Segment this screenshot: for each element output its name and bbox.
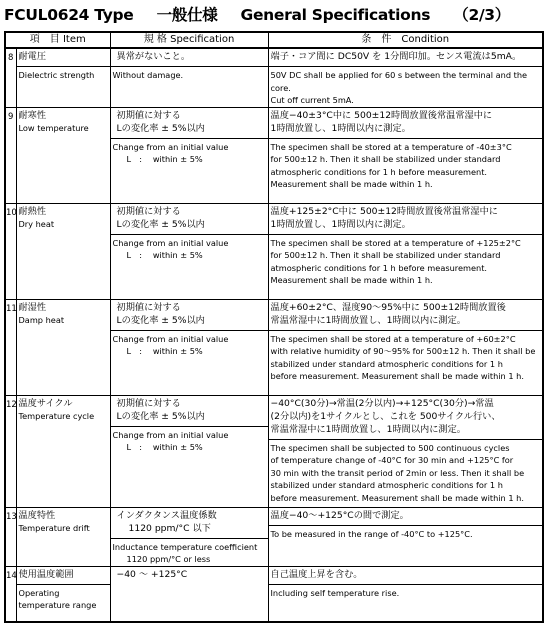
spec-en-line: Inductance temperature coefficient: [112, 541, 258, 552]
cond-en-line: The specimen shall be stored at a temperature of +60±2°C: [270, 333, 516, 344]
spec-table: [4, 31, 544, 623]
cond-en-line: atmospheric conditions for 1 h before measurement.: [270, 262, 488, 273]
item-ja: 耐電圧: [18, 51, 47, 62]
cond-en-line: stabilized under standard atmospheric conditions for 1 h: [270, 358, 503, 369]
item-cell: [16, 395, 110, 507]
cond-en-line: 30 min with the transit period of 2min or less. Then it shall be: [270, 467, 525, 478]
cond-divider: [269, 66, 543, 67]
spec-cell: [110, 203, 268, 299]
item-ja: 耐湿性: [18, 301, 47, 313]
cond-en-line: atmospheric conditions for 1 h before measurement.: [270, 166, 488, 177]
spec-cell: [110, 48, 268, 107]
spec-en-line: 1120 ppm/°C or less: [126, 554, 211, 564]
cond-ja-line: −40°C(30分)→常温(2分以内)→+125°C(30分)→常温: [270, 397, 494, 409]
cond-divider: [269, 584, 543, 585]
item-divider: [17, 66, 110, 67]
item-en: Dielectric strength: [18, 70, 95, 80]
header-item: 項 目 Item: [5, 32, 110, 48]
item-cell: [16, 107, 110, 203]
cond-en-line: before measurement. Measurement shall be made within 1 h.: [270, 492, 524, 503]
cond-en-line: with relative humidity of 90〜95% for 500±12 h. Then it shall be: [270, 346, 536, 356]
spec-cell: [110, 107, 268, 203]
cond-en-line: of temperature change of -40°C for 30 min and +125°C for: [270, 455, 514, 465]
cond-cell: [268, 107, 543, 203]
item-en: Damp heat: [18, 314, 65, 325]
row-number: 9: [5, 107, 16, 203]
spec-en-line: Change from an initial value: [112, 141, 229, 152]
spec-divider: [111, 538, 268, 539]
page-indicator: （2/3）: [453, 6, 510, 24]
spec-divider: [111, 66, 268, 67]
spec-divider: [111, 234, 268, 235]
table-row: [5, 507, 543, 566]
header-spec: 規 格 Specification: [110, 32, 268, 48]
title-en: General Specifications: [240, 6, 431, 24]
item-en: Low temperature: [18, 122, 89, 133]
cond-cell: [268, 203, 543, 299]
cond-en-line: The specimen shall be subjected to 500 continuous cycles: [270, 442, 510, 453]
item-ja: 温度特性: [18, 509, 56, 521]
spec-en-line: Without damage.: [112, 70, 184, 80]
table-row: [5, 48, 543, 107]
spec-divider: [111, 330, 268, 331]
cond-en-line: before measurement. Measurement shall be made within 1 h.: [270, 371, 524, 381]
page-title: [4, 2, 544, 28]
row-number: 14: [5, 566, 16, 622]
cond-ja-line: 温度+60±2°C、湿度90〜95%中に 500±12時間放置後: [270, 301, 506, 313]
row-number: 13: [5, 507, 16, 566]
spec-ja-line: Lの変化率 ± 5%以内: [116, 410, 205, 422]
cond-divider: [269, 330, 543, 331]
cond-en-line: Measurement shall be made within 1 h.: [270, 179, 433, 189]
cond-cell: [268, 395, 543, 507]
cond-en-line: Cut off current 5mA.: [270, 95, 354, 105]
spec-divider: [111, 426, 268, 427]
item-cell: [16, 507, 110, 566]
cond-ja-line: 温度+125±2°C中に 500±12時間放置後常温常湿中に: [270, 205, 498, 217]
spec-en-line: Change from an initial value: [112, 237, 229, 248]
spec-cell: [110, 395, 268, 507]
spec-en-line: L : within ± 5%: [126, 346, 203, 356]
cond-ja-line: 自己温度上昇を含む。: [270, 568, 363, 580]
spec-en-line: L : within ± 5%: [126, 154, 203, 164]
cond-cell: [268, 299, 543, 395]
spec-ja-line: 初期値に対する: [116, 397, 181, 409]
cond-divider: [269, 439, 543, 440]
cond-en-line: Including self temperature rise.: [270, 587, 400, 598]
cond-divider: [269, 525, 543, 526]
cond-ja-line: 温度−40〜+125°Cの間で測定。: [270, 509, 409, 521]
header-cond: 条 件 Condition: [268, 32, 543, 48]
cond-en-line: stabilized under standard atmospheric conditions for 1 h: [270, 480, 503, 490]
item-en: Dry heat: [18, 218, 55, 229]
cond-cell: [268, 507, 543, 566]
model-name: FCUL0624 Type: [4, 6, 134, 24]
item-en: Temperature drift: [18, 522, 90, 533]
spec-ja-line: 初期値に対する: [116, 301, 181, 313]
row-number: 8: [5, 48, 16, 107]
cond-en-line: The specimen shall be stored at a temperature of +125±2°C: [270, 237, 521, 248]
spec-en-line: L : within ± 5%: [126, 442, 203, 452]
item-cell: [16, 299, 110, 395]
item-cell: [16, 203, 110, 299]
item-cell: [16, 566, 110, 622]
table-row: [5, 203, 543, 299]
item-en: Temperature cycle: [18, 410, 95, 421]
spec-en-line: Change from an initial value: [112, 333, 229, 344]
spec-ja-line: 異常がないこと。: [116, 51, 191, 62]
spec-ja-line: 初期値に対する: [116, 205, 181, 217]
spec-en-line: L : within ± 5%: [126, 250, 203, 260]
spec-ja-line: 1120 ppm/°C 以下: [128, 522, 211, 534]
item-divider: [17, 584, 110, 585]
cond-en-line: 50V DC shall be applied for 60 s between the terminal and the core.: [270, 70, 528, 93]
cond-ja-line: 温度−40±3°C中に 500±12時間放置後常温常湿中に: [270, 109, 493, 121]
table-row: [5, 566, 543, 622]
cond-ja-line: 1時間放置し、1時間以内に測定。: [270, 122, 411, 134]
item-cell: [16, 48, 110, 107]
spec-en-line: Change from an initial value: [112, 429, 229, 440]
cond-en-line: Measurement shall be made within 1 h.: [270, 275, 433, 285]
title-ja: 一般仕様: [156, 6, 218, 24]
item-ja: 耐熱性: [18, 205, 47, 217]
cond-divider: [269, 138, 543, 139]
cond-en-line: for 500±12 h. Then it shall be stabilized under standard: [270, 154, 501, 164]
spec-divider: [111, 138, 268, 139]
cond-en-line: To be measured in the range of -40°C to +125°C.: [270, 528, 473, 539]
row-number: 10: [5, 203, 16, 299]
table-row: [5, 107, 543, 203]
spec-cell: [110, 299, 268, 395]
spec-ja-line: 初期値に対する: [116, 109, 181, 121]
table-header-row: [5, 32, 543, 48]
spec-ja-line: −40 〜 +125°C: [116, 568, 188, 580]
item-ja: 耐寒性: [18, 109, 47, 121]
row-number: 12: [5, 395, 16, 507]
spec-ja-line: Lの変化率 ± 5%以内: [116, 218, 205, 230]
cond-en-line: The specimen shall be stored at a temperature of -40±3°C: [270, 141, 512, 152]
spec-ja-line: Lの変化率 ± 5%以内: [116, 314, 205, 326]
item-ja: 使用温度範囲: [18, 568, 74, 580]
spec-cell: [110, 566, 268, 622]
table-row: [5, 395, 543, 507]
spec-cell: [110, 507, 268, 566]
cond-cell: [268, 566, 543, 622]
row-number: 11: [5, 299, 16, 395]
spec-ja-line: Lの変化率 ± 5%以内: [116, 122, 205, 134]
cond-ja-line: (2分以内)を1サイクルとし、これを 500サイクル行い、: [270, 410, 501, 422]
cond-en-line: for 500±12 h. Then it shall be stabilized under standard: [270, 250, 501, 260]
cond-ja-line: 端子・コア間に DC50V を 1分間印加。センス電流は5mA。: [270, 51, 522, 62]
item-en: Operating temperature range: [18, 587, 97, 610]
cond-cell: [268, 48, 543, 107]
cond-ja-line: 常温常湿中に1時間放置し、1時間以内に測定。: [270, 314, 466, 326]
cond-ja-line: 1時間放置し、1時間以内に測定。: [270, 218, 411, 230]
item-ja: 温度サイクル: [18, 397, 73, 409]
table-row: [5, 299, 543, 395]
cond-ja-line: 常温常湿中に1時間放置し、1時間以内に測定。: [270, 423, 466, 435]
cond-divider: [269, 234, 543, 235]
spec-ja-line: インダクタンス温度係数: [116, 509, 217, 521]
